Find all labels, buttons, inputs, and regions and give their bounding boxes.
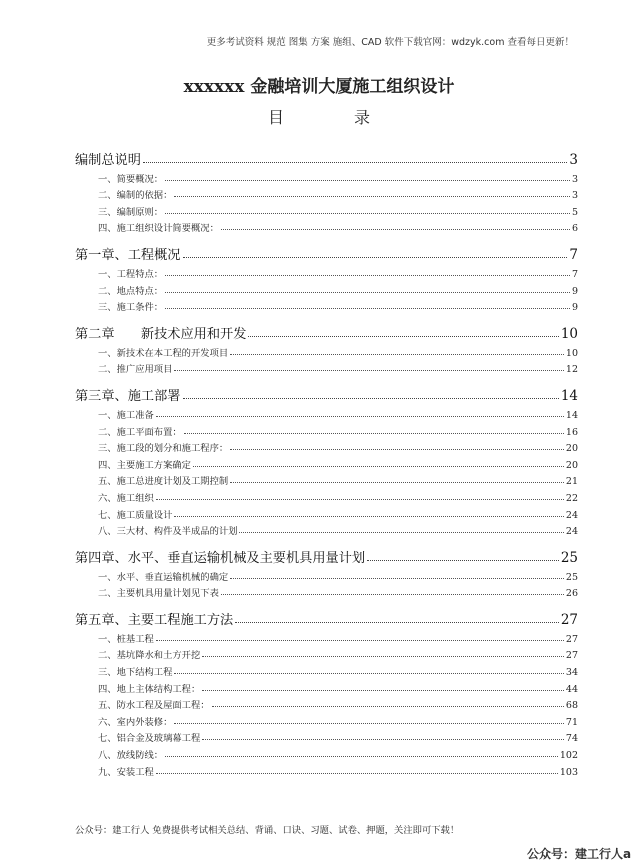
- toc-section-entry[interactable]: [75, 661, 578, 678]
- toc-leader-dots: [174, 723, 564, 724]
- toc-section-entry[interactable]: [75, 744, 578, 761]
- toc-chapter-page: 3: [569, 152, 578, 168]
- toc-chapter-page: 25: [560, 550, 578, 567]
- toc-section-entry[interactable]: [75, 454, 578, 471]
- toc-section-title: 三、施工条件：: [98, 302, 164, 314]
- toc-section-entry[interactable]: [75, 404, 578, 421]
- toc-chapter-title: 第四章、水平、垂直运输机械及主要机具用量计划: [75, 551, 366, 567]
- toc-section-entry[interactable]: [75, 297, 578, 314]
- toc-leader-dots: [165, 756, 558, 757]
- toc-section-title: 四、施工组织设计简要概况：: [98, 223, 219, 235]
- toc-section-page: 6: [571, 223, 578, 235]
- toc-section-entry[interactable]: [75, 504, 578, 521]
- toc-leader-dots: [165, 292, 570, 293]
- toc-section-title: 八、放线防线：: [98, 750, 164, 762]
- toc-section-title: 二、施工平面布置：: [98, 426, 182, 438]
- toc-leader-dots: [165, 308, 570, 309]
- toc-section-entry[interactable]: [75, 438, 578, 455]
- toc-section-title: 一、桩基工程: [98, 633, 154, 645]
- toc-section-entry[interactable]: [75, 566, 578, 583]
- toc-section-page: 26: [565, 588, 578, 600]
- toc-section-title: 一、新技术在本工程的开发项目: [98, 347, 229, 359]
- toc-section-page: 22: [565, 492, 578, 504]
- toc-section-page: 27: [565, 650, 578, 662]
- toc-section-entry[interactable]: [75, 645, 578, 662]
- toc-section-entry[interactable]: [75, 185, 578, 202]
- toc-section-page: 16: [565, 426, 578, 438]
- toc-leader-dots: [165, 213, 570, 214]
- toc-leader-dots: [174, 673, 564, 674]
- toc-section-entry[interactable]: [75, 711, 578, 728]
- toc-section-page: 21: [565, 476, 578, 488]
- toc-section-title: 九、安装工程: [98, 766, 154, 778]
- toc-section-page: 20: [565, 443, 578, 455]
- toc-chapter-title: 第五章、主要工程施工方法: [75, 613, 234, 629]
- toc-section-title: 六、施工组织: [98, 492, 154, 504]
- page-header-note: 更多考试资料 规范 图集 方案 施组、CAD 软件下载官网：wdzyk.com 查看每日更新！: [206, 37, 574, 48]
- toc-section-page: 74: [565, 733, 578, 745]
- toc-section-entry[interactable]: [75, 218, 578, 235]
- toc-section-entry[interactable]: [75, 487, 578, 504]
- toc-section-entry[interactable]: [75, 695, 578, 712]
- toc-leader-dots: [221, 594, 564, 595]
- toc-leader-dots: [212, 706, 564, 707]
- toc-section-entry[interactable]: [75, 359, 578, 376]
- toc-section-entry[interactable]: [75, 421, 578, 438]
- toc-chapter-page: 27: [560, 612, 578, 629]
- toc-section-page: 27: [565, 633, 578, 645]
- toc-chapter-page: 14: [560, 388, 578, 405]
- toc-chapter-title: 第三章、施工部署: [75, 389, 181, 405]
- document-title: xxxxxx 金融培训大厦施工组织设计: [183, 77, 455, 97]
- toc-section-page: 12: [565, 364, 578, 376]
- toc-section-title: 一、工程特点：: [98, 268, 164, 280]
- toc-chapter-entry[interactable]: [75, 234, 578, 263]
- toc-leader-dots: [248, 336, 558, 337]
- toc-chapter-entry[interactable]: [75, 139, 578, 168]
- toc-leader-dots: [183, 257, 568, 258]
- toc-leader-dots: [143, 162, 567, 163]
- watermark: 公众号：建工行人a: [527, 847, 632, 861]
- toc-leader-dots: [230, 578, 564, 579]
- toc-section-title: 一、施工准备: [98, 409, 154, 421]
- toc-leader-dots: [230, 449, 564, 450]
- toc-section-page: 24: [565, 509, 578, 521]
- toc-section-page: 103: [559, 766, 578, 778]
- toc-leader-dots: [174, 370, 564, 371]
- toc-leader-dots: [202, 739, 564, 740]
- toc-leader-dots: [367, 560, 559, 561]
- toc-section-title: 二、主要机具用量计划见下表: [98, 588, 219, 600]
- toc-section-title: 六、室内外装修：: [98, 716, 173, 728]
- toc-section-page: 34: [565, 667, 578, 679]
- toc-section-entry[interactable]: [75, 280, 578, 297]
- toc-leader-dots: [239, 532, 563, 533]
- toc-leader-dots: [174, 196, 570, 197]
- toc-section-title: 二、地点特点：: [98, 285, 164, 297]
- toc-leader-dots: [174, 516, 564, 517]
- toc-section-page: 71: [565, 716, 578, 728]
- toc-section-entry[interactable]: [75, 728, 578, 745]
- toc-section-title: 三、编制原则：: [98, 206, 164, 218]
- toc-section-title: 一、水平、垂直运输机械的确定: [98, 571, 229, 583]
- toc-chapter-entry[interactable]: [75, 599, 578, 628]
- toc-leader-dots: [156, 416, 564, 417]
- toc-section-page: 5: [571, 206, 578, 218]
- toc-leader-dots: [165, 180, 570, 181]
- toc-section-title: 三、施工段的划分和施工程序：: [98, 443, 229, 455]
- toc-chapter-title: 编制总说明: [75, 153, 141, 168]
- toc-section-page: 9: [571, 285, 578, 297]
- toc-section-entry[interactable]: [75, 761, 578, 778]
- toc-leader-dots: [193, 466, 564, 467]
- toc-leader-dots: [235, 622, 559, 623]
- toc-section-title: 二、编制的依据：: [98, 190, 173, 202]
- toc-leader-dots: [165, 275, 570, 276]
- toc-section-title: 五、防水工程及屋面工程：: [98, 700, 210, 712]
- toc-chapter-page: 7: [569, 247, 578, 264]
- toc-leader-dots: [184, 433, 564, 434]
- toc-section-page: 14: [565, 409, 578, 421]
- toc-leader-dots: [230, 354, 564, 355]
- toc-chapter-title: 第一章、工程概况: [75, 248, 181, 264]
- toc-section-entry[interactable]: [75, 521, 578, 538]
- toc-section-entry[interactable]: [75, 168, 578, 185]
- toc-section-page: 44: [565, 683, 578, 695]
- toc-section-title: 二、推广应用项目: [98, 364, 173, 376]
- toc-section-entry[interactable]: [75, 628, 578, 645]
- toc-chapter-entry[interactable]: [75, 537, 578, 566]
- toc-chapter-entry[interactable]: [75, 313, 578, 342]
- toc-chapter-entry[interactable]: [75, 375, 578, 404]
- toc-section-entry[interactable]: [75, 342, 578, 359]
- toc-section-entry[interactable]: [75, 583, 578, 600]
- toc-section-page: 9: [571, 302, 578, 314]
- toc-section-entry[interactable]: [75, 201, 578, 218]
- table-of-contents: [75, 139, 578, 778]
- toc-heading: 目录: [267, 108, 440, 127]
- toc-chapter-title: 第二章 新技术应用和开发: [75, 327, 247, 343]
- toc-section-title: 三、地下结构工程: [98, 667, 173, 679]
- toc-leader-dots: [156, 773, 558, 774]
- toc-section-entry[interactable]: [75, 678, 578, 695]
- toc-section-title: 五、施工总进度计划及工期控制: [98, 476, 229, 488]
- toc-section-page: 68: [565, 700, 578, 712]
- toc-section-title: 七、铝合金及玻璃幕工程: [98, 733, 201, 745]
- toc-leader-dots: [221, 229, 570, 230]
- toc-section-title: 一、简要概况：: [98, 173, 164, 185]
- toc-leader-dots: [156, 499, 564, 500]
- toc-section-title: 八、三大材、构件及半成品的计划: [98, 526, 238, 538]
- toc-section-page: 24: [565, 526, 578, 538]
- toc-leader-dots: [230, 482, 564, 483]
- toc-section-page: 20: [565, 459, 578, 471]
- toc-section-page: 3: [571, 173, 578, 185]
- footer-note: 公众号：建工行人 免费提供考试相关总结、背诵、口诀、习题、试卷、押题，关注即可下载！: [75, 825, 460, 836]
- toc-leader-dots: [202, 656, 564, 657]
- toc-chapter-page: 10: [560, 326, 578, 343]
- toc-section-page: 25: [565, 571, 578, 583]
- toc-section-page: 7: [571, 268, 578, 280]
- toc-section-page: 3: [571, 190, 578, 202]
- toc-leader-dots: [156, 640, 564, 641]
- toc-section-title: 七、施工质量设计: [98, 509, 173, 521]
- toc-section-title: 二、基坑降水和土方开挖: [98, 650, 201, 662]
- toc-leader-dots: [202, 690, 564, 691]
- toc-leader-dots: [183, 398, 559, 399]
- toc-section-entry[interactable]: [75, 263, 578, 280]
- toc-section-page: 10: [565, 347, 578, 359]
- toc-section-page: 102: [559, 750, 578, 762]
- toc-section-title: 四、地上主体结构工程：: [98, 683, 201, 695]
- toc-section-entry[interactable]: [75, 471, 578, 488]
- toc-section-title: 四、主要施工方案确定: [98, 459, 191, 471]
